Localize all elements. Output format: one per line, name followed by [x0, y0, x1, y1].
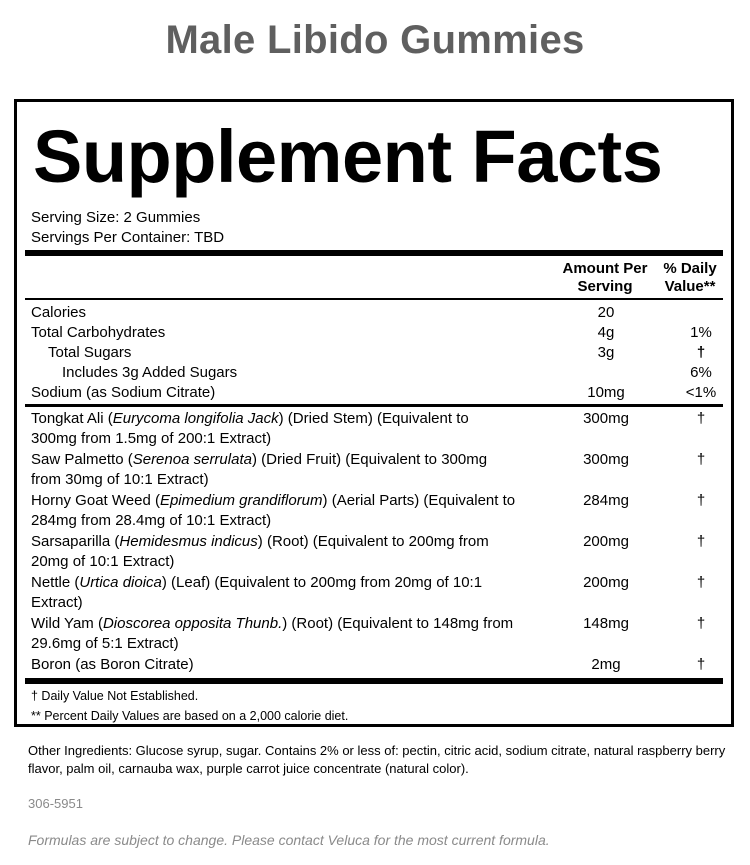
product-title: Male Libido Gummies: [165, 18, 585, 62]
thick-divider: [25, 250, 723, 256]
panel-title: Supplement Facts: [33, 115, 663, 198]
amount-per-serving-header: Amount Per Serving: [562, 260, 648, 295]
product-code: 306-5951: [28, 796, 83, 811]
header-divider: [25, 298, 723, 300]
footnote-daily-value: ** Percent Daily Values are based on a 2,000 calorie diet.: [31, 709, 349, 723]
nutrients-divider: [25, 404, 723, 407]
bottom-thick-divider: [25, 678, 723, 684]
disclaimer: Formulas are subject to change. Please contact Veluca for the most current formula.: [28, 832, 550, 848]
footnote-dagger: † Daily Value Not Established.: [31, 689, 199, 703]
daily-value-header: % Daily Value**: [663, 260, 717, 295]
servings-per-container: Servings Per Container: TBD: [31, 229, 225, 246]
serving-size: Serving Size: 2 Gummies: [31, 209, 201, 226]
supplement-facts-panel: Supplement Facts Serving Size: 2 Gummies Servings Per Container: TBD Amount Per Serving % Daily Value** Calories 20 Total Carbohydrates 4g 1% Total Sugars 3g † Includes 3g Added Sugars 6% Sodium (as Sodium Citrate) 10mg <1% Tongkat Ali (Eurycoma longifolia Jack) (Dried Stem) (Equivalent to 300mg from 1.5mg of 200:1 Extract) 300mg † Saw Palmetto (Serenoa serrulata) (Dried Fruit) (Equivalent to 300mg from 30mg of 10:1 Extract) 300mg † Horny Goat Weed (Epimedium grandiflorum) (Aerial Parts) (Equivalent to 284mg from 28.4mg of 10:1 Extract) 284mg † Sarsaparilla (Hemidesmus indicus) (Root) (Equivalent to 200mg from 20mg of 10:1 Extract) 200mg † Nettle (Urtica dioica) (Leaf) (Equivalent to 200mg from 20mg of 10:1 Extract) 200mg † Wild Yam (Dioscorea opposita Thunb.) (Root) (Equivalent to 148mg from 29.6mg of 5:1 Extract) 148mg † Boron (as Boron Citrate) 2mg † † Daily Value Not Established. ** Percent Daily Values are based on a 2,000 calorie diet.: [14, 99, 734, 727]
other-ingredients: Other Ingredients: Glucose syrup, sugar. Contains 2% or less of: pectin, citric acid, sodium citrate, natural raspberry berry flavor, palm oil, carnauba wax, purple carrot juice concentrate (natural color).: [28, 743, 726, 776]
